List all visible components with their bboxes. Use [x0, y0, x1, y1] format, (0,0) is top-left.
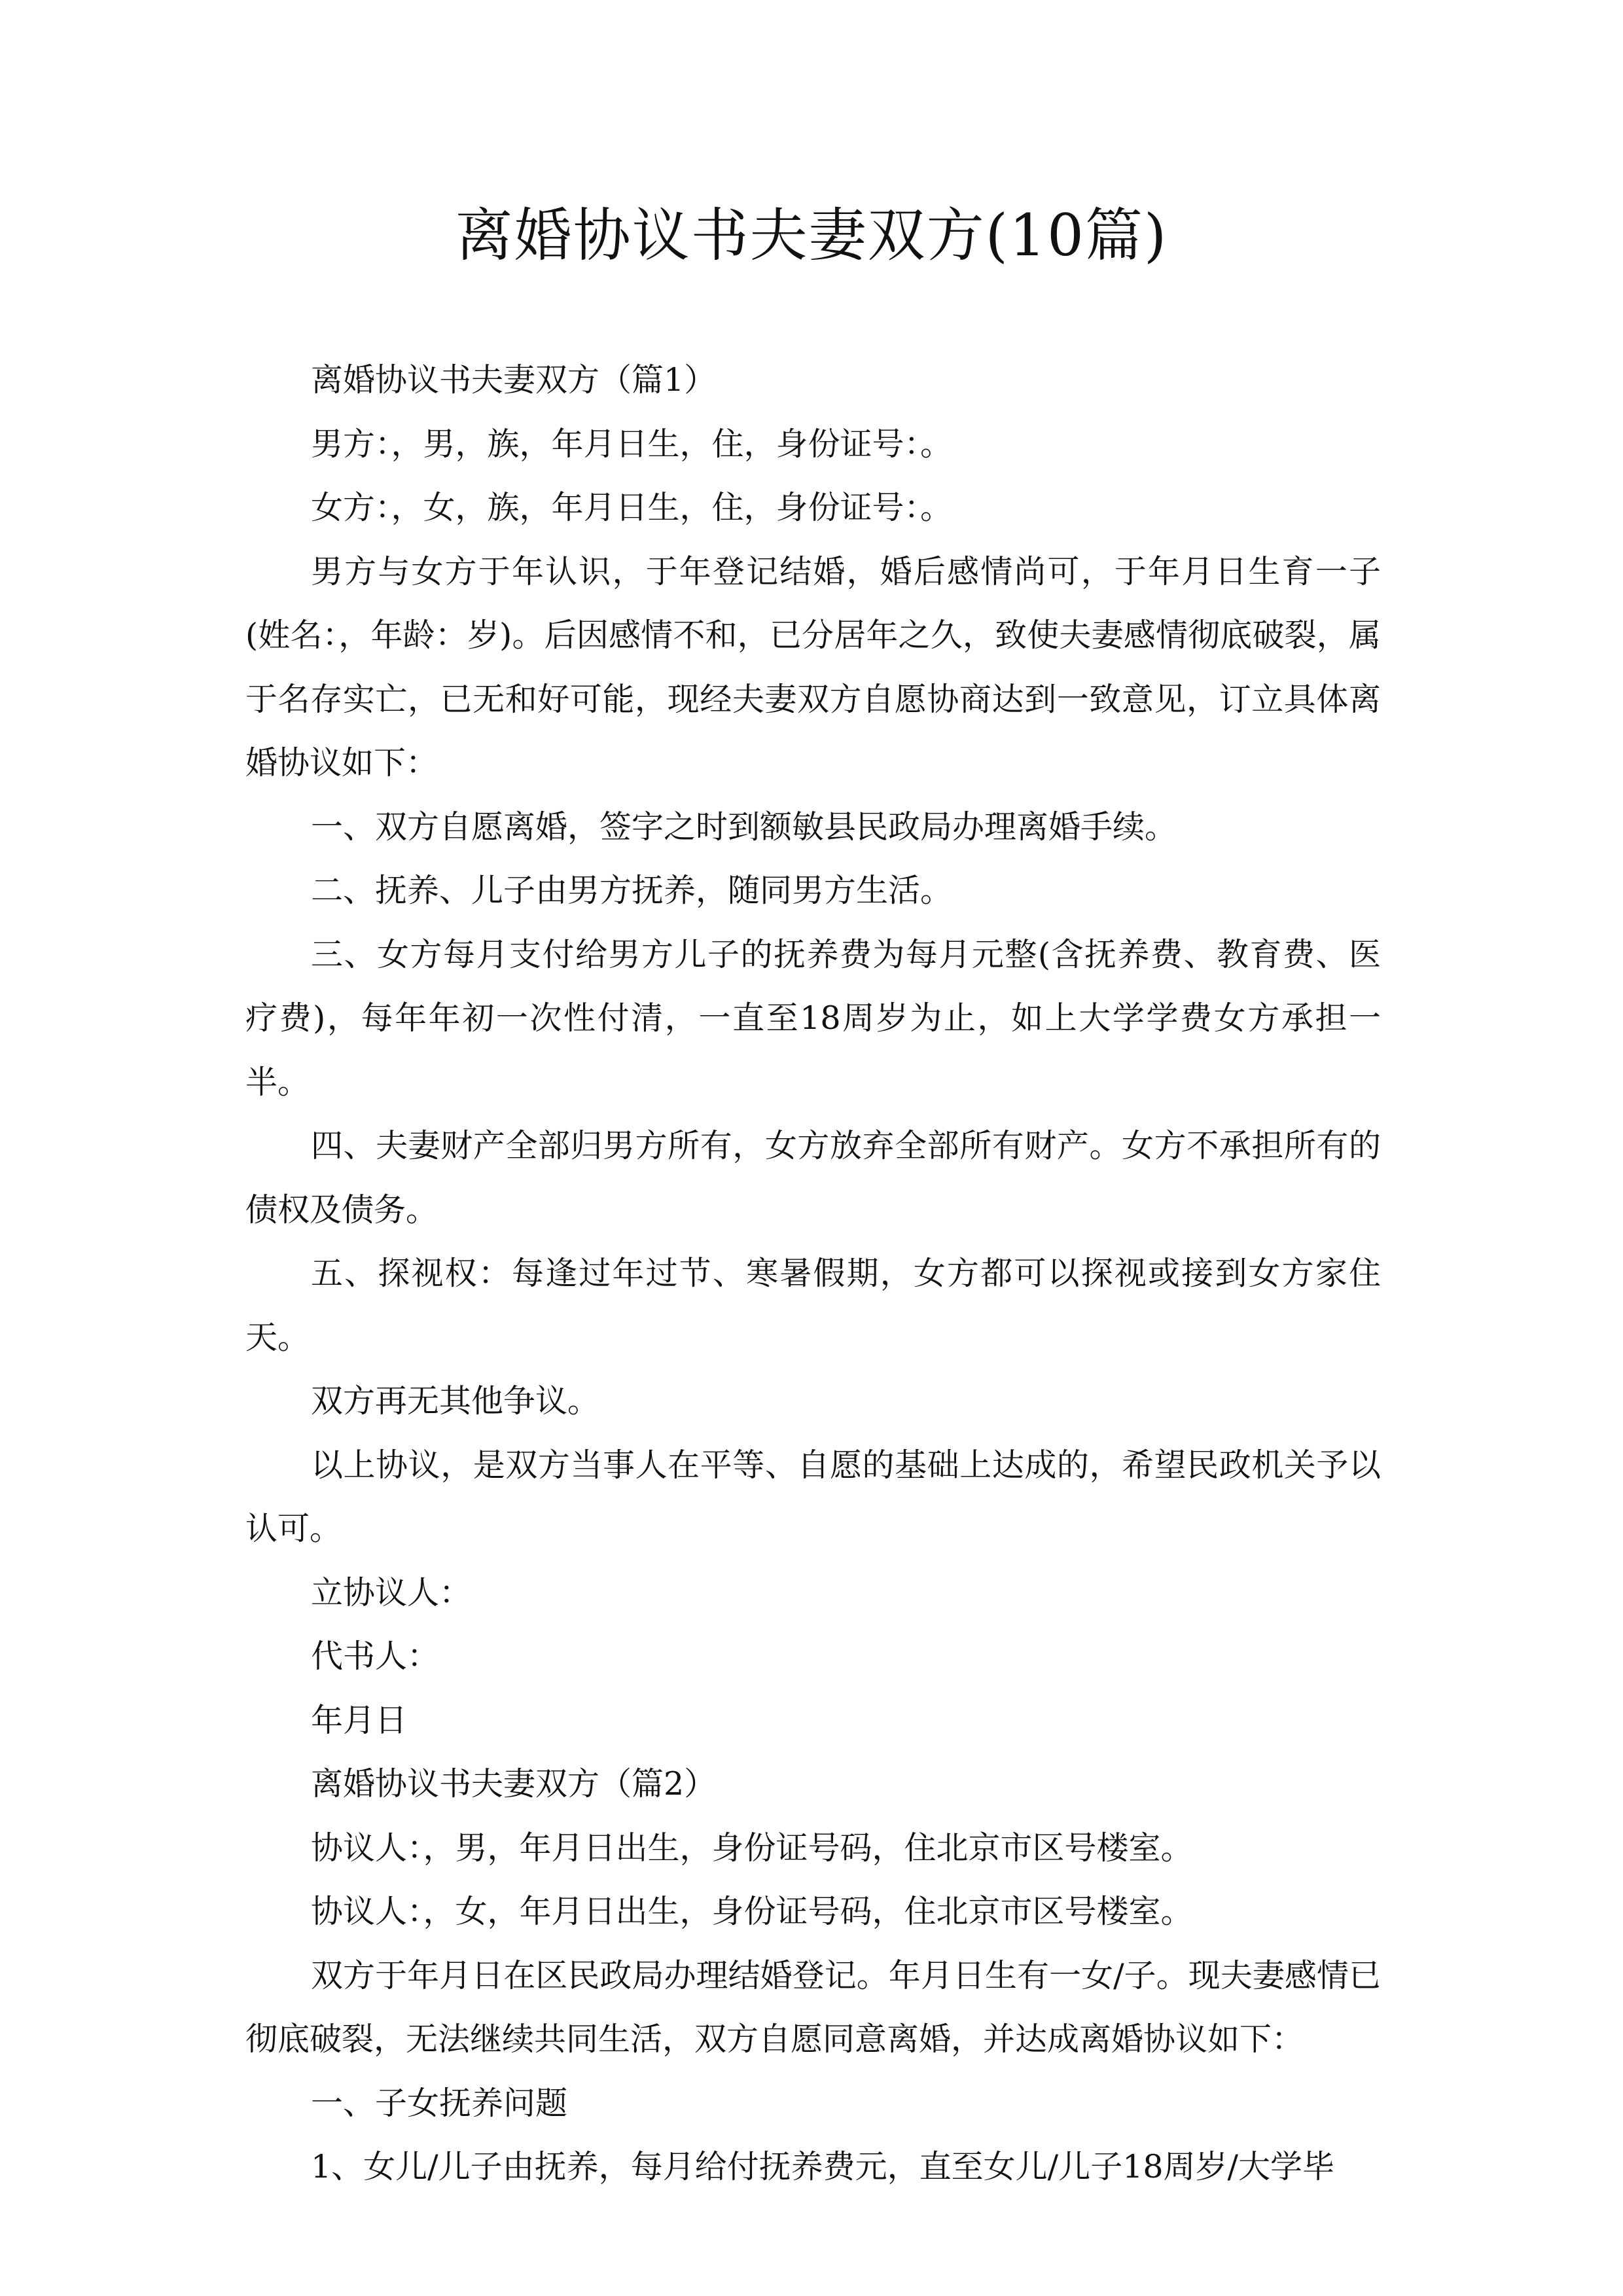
background-paragraph-2: 双方于年月日在区民政局办理结婚登记。年月日生有一女/子。现夫妻感情已彻底破裂，无法继续共同生活，双方自愿同意离婚，并达成离婚协议如下： — [245, 1956, 1381, 2058]
clause-1: 一、双方自愿离婚，签字之时到额敏县民政局办理离婚手续。 — [311, 808, 1177, 846]
clause-3: 三、女方每月支付给男方儿子的抚养费为每月元整(含抚养费、教育费、医疗费)，每年年初一次性付清，一直至18周岁为止，如上大学学费女方承担一半。 — [245, 935, 1381, 1101]
party-male-line: 男方：，男，族，年月日生，住，身份证号：。 — [311, 425, 953, 463]
party-2-line: 协议人：，女，年月日出生，身份证号码，住北京市区号楼室。 — [311, 1893, 1193, 1930]
no-dispute-line: 双方再无其他争议。 — [311, 1382, 600, 1420]
background-paragraph: 男方与女方于年认识，于年登记结婚，婚后感情尚可，于年月日生育一子(姓名：，年龄：岁)。后因感情不和，已分居年之久，致使夫妻感情彻底破裂，属于名存实亡，已无和好可能，现经夫妻双方自愿协商达到一致意见，订立具体离婚协议如下： — [245, 552, 1381, 781]
section-heading-1: 离婚协议书夫妻双方（篇1） — [311, 361, 717, 399]
party-1-line: 协议人：，男，年月日出生，身份证号码，住北京市区号楼室。 — [311, 1829, 1193, 1867]
clause-2: 二、抚养、儿子由男方抚养，随同男方生活。 — [311, 872, 953, 909]
scribe-line: 代书人： — [311, 1638, 440, 1675]
clause-5: 五、探视权：每逢过年过节、寒暑假期，女方都可以探视或接到女方家住天。 — [245, 1255, 1381, 1356]
section-heading-2: 离婚协议书夫妻双方（篇2） — [311, 1765, 717, 1803]
party-female-line: 女方：，女，族，年月日生，住，身份证号：。 — [311, 489, 953, 526]
child-custody-item-1: 1、女儿/儿子由抚养，每月给付抚养费元，直至女儿/儿子18周岁/大学毕 — [311, 2148, 1335, 2185]
agreement-statement: 以上协议，是双方当事人在平等、自愿的基础上达成的，希望民政机关予以认可。 — [245, 1446, 1381, 1547]
document-title: 离婚协议书夫妻双方(10篇) — [455, 202, 1168, 269]
signatory-line: 立协议人： — [311, 1573, 472, 1611]
child-custody-heading: 一、子女抚养问题 — [311, 2084, 568, 2122]
document-body — [245, 348, 1381, 2199]
clause-4: 四、夫妻财产全部归男方所有，女方放弃全部所有财产。女方不承担所有的债权及债务。 — [245, 1127, 1381, 1229]
date-line: 年月日 — [311, 1701, 408, 1739]
